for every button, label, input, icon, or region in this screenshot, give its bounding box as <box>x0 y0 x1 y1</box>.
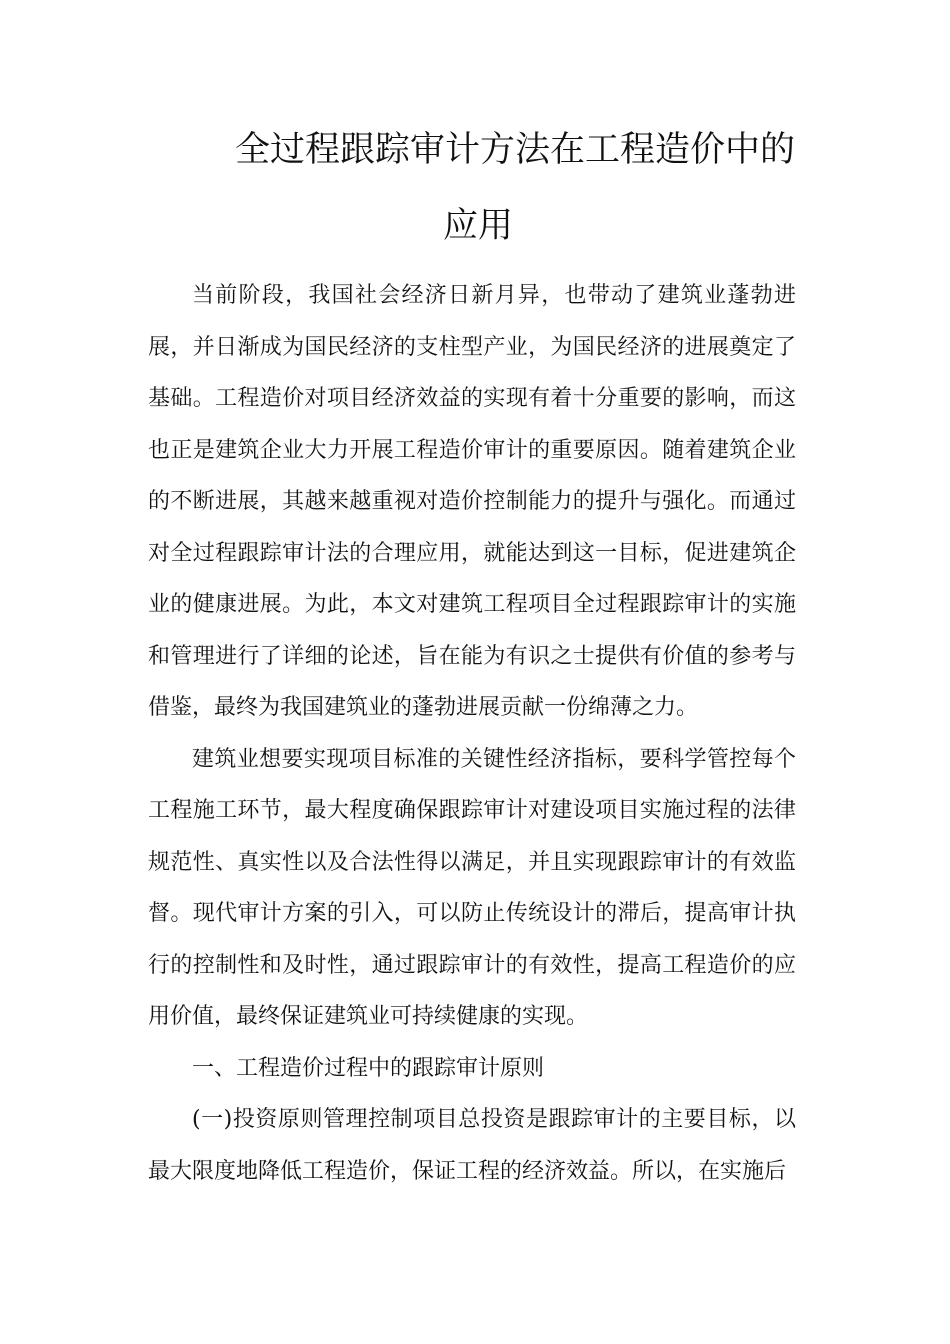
document-body <box>148 270 796 1197</box>
paragraph-investment-principle: (一)投资原则管理控制项目总投资是跟踪审计的主要目标，以最大限度地降低工程造价，保证工程的经济效益。所以，在实施后 <box>148 1107 796 1184</box>
section-heading: 一、工程造价过程中的跟踪审计原则 <box>192 1055 545 1081</box>
document-title: 全过程跟踪审计方法在工程造价中的应用 <box>234 130 795 246</box>
paragraph-construction: 建筑业想要实现项目标准的关键性经济指标，要科学管控每个工程施工环节，最大程度确保跟踪审计对建设项目实施过程的法律规范性、真实性以及合法性得以满足，并且实现跟踪审计的有效监督。现代审计方案的引入，可以防止传统设计的滞后，提高审计执行的控制性和及时性，通过跟踪审计的有效性，提高工程造价的应用价值，最终保证建筑业可持续健康的实现。 <box>148 746 796 1029</box>
paragraph-intro: 当前阶段，我国社会经济日新月异，也带动了建筑业蓬勃进展，并日渐成为国民经济的支柱型产业，为国民经济的进展奠定了基础。工程造价对项目经济效益的实现有着十分重要的影响，而这也正是建筑企业大力开展工程造价审计的重要原因。随着建筑企业的不断进展，其越来越重视对造价控制能力的提升与强化。而通过对全过程跟踪审计法的合理应用，就能达到这一目标，促进建筑企业的健康进展。为此，本文对建筑工程项目全过程跟踪审计的实施和管理进行了详细的论述，旨在能为有识之士提供有价值的参考与借鉴，最终为我国建筑业的蓬勃进展贡献一份绵薄之力。 <box>148 283 796 720</box>
